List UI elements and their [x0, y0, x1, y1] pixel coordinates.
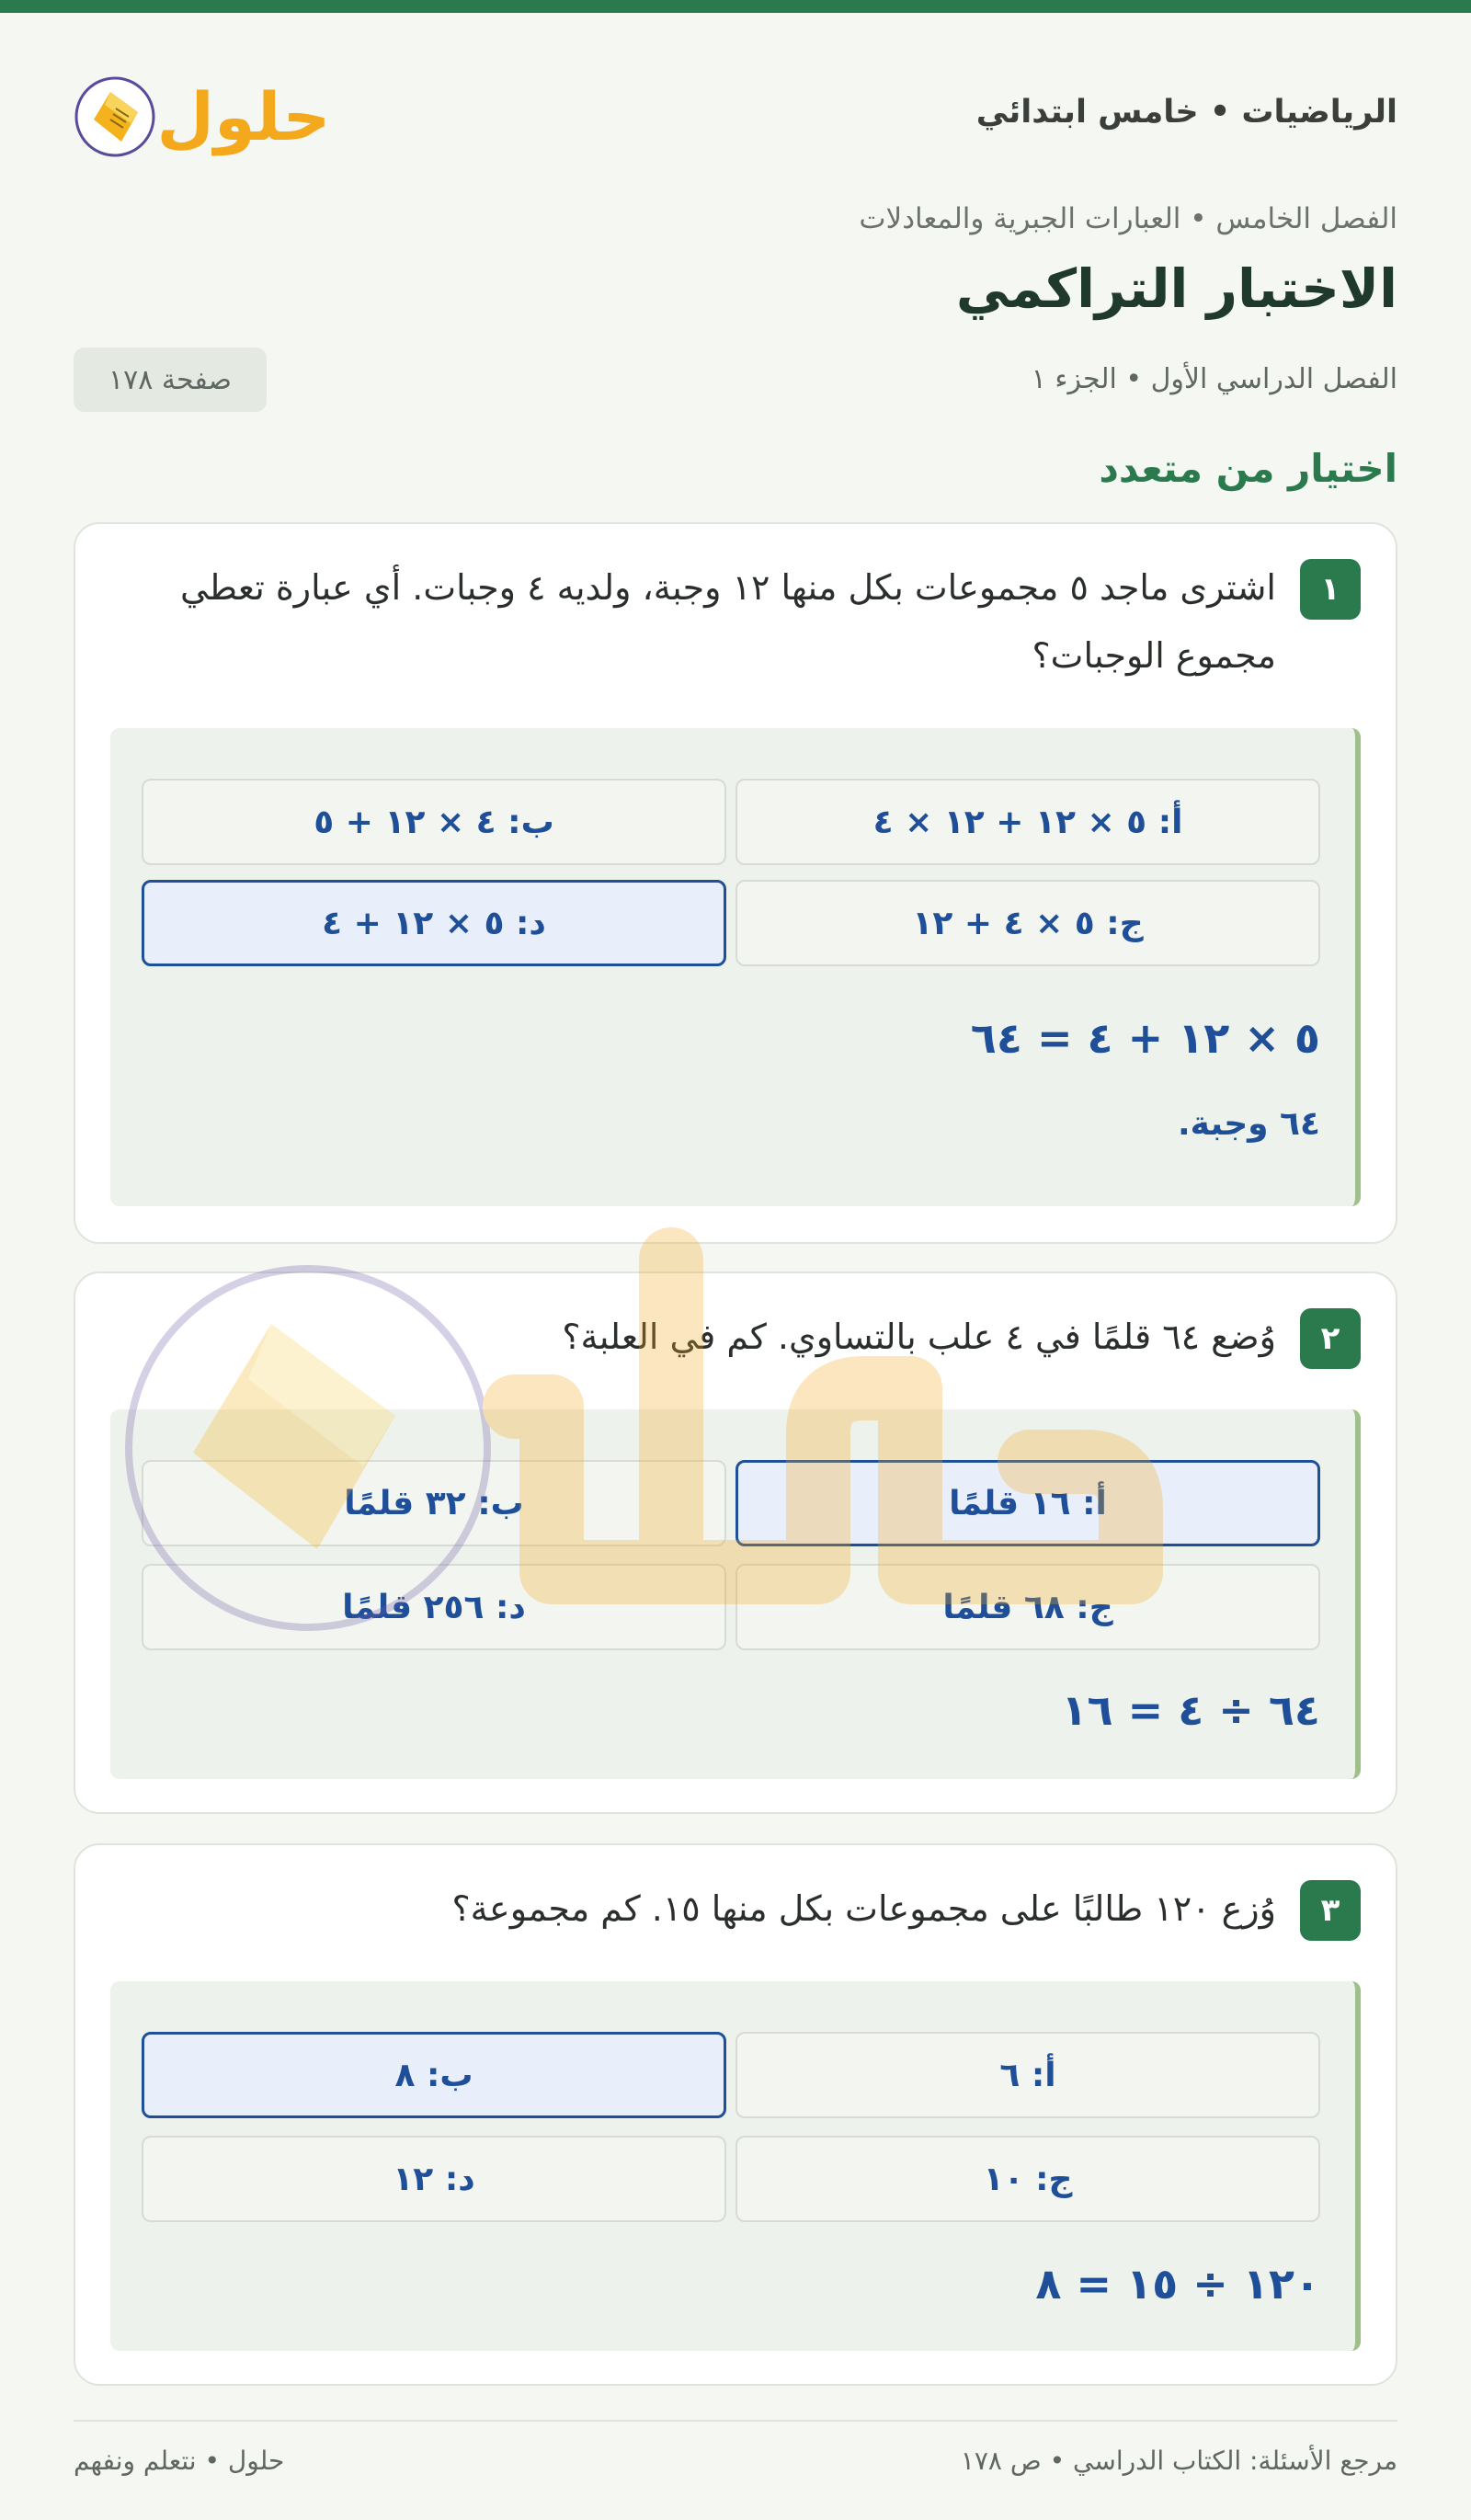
section-title: اختيار من متعدد: [1099, 446, 1397, 491]
answer-panel: [110, 728, 1361, 1206]
answer-panel: [110, 1981, 1361, 2351]
footer-reference: مرجع الأسئلة: الكتاب الدراسي • ص ١٧٨: [960, 2446, 1397, 2476]
option-a[interactable]: أ: ٥ × ١٢ + ١٢ × ٤: [736, 779, 1320, 865]
top-accent-bar: [0, 0, 1471, 13]
question-number: ٢: [1300, 1308, 1361, 1369]
option-d-selected[interactable]: د: ٥ × ١٢ + ٤: [142, 880, 726, 966]
option-d[interactable]: د: ١٢: [142, 2136, 726, 2222]
question-text: وُضع ٦٤ قلمًا في ٤ علب بالتساوي. كم في العلبة؟: [562, 1317, 1276, 1357]
page-header: [74, 64, 1397, 165]
question-text: وُزع ١٢٠ طالبًا على مجموعات بكل منها ١٥. كم مجموعة؟: [451, 1888, 1276, 1929]
question-number: ٣: [1300, 1880, 1361, 1941]
question-card-3: [74, 1843, 1397, 2386]
site-logo[interactable]: [74, 64, 331, 165]
option-b[interactable]: ب: ٣٢ قلمًا: [142, 1460, 726, 1546]
page-number-badge: صفحة ١٧٨: [74, 348, 267, 412]
question-card-2: [74, 1271, 1397, 1814]
option-a[interactable]: أ: ٦: [736, 2032, 1320, 2118]
footer-brand[interactable]: حلول • نتعلم ونفهم: [74, 2446, 285, 2476]
logo-text: حلول: [156, 78, 331, 155]
solution-equation: ٥ × ١٢ + ٤ = ٦٤: [970, 1013, 1320, 1063]
option-b-selected[interactable]: ب: ٨: [142, 2032, 726, 2118]
option-c[interactable]: ج: ٦٨ قلمًا: [736, 1564, 1320, 1650]
question-card-1: [74, 522, 1397, 1244]
question-number: ١: [1300, 559, 1361, 620]
term-label: الفصل الدراسي الأول • الجزء ١: [1031, 363, 1397, 395]
solution-answer: ٦٤ وجبة.: [1177, 1105, 1320, 1143]
option-c[interactable]: ج: ١٠: [736, 2136, 1320, 2222]
page-title: الاختبار التراكمي: [955, 257, 1397, 320]
option-d[interactable]: د: ٢٥٦ قلمًا: [142, 1564, 726, 1650]
question-text: اشترى ماجد ٥ مجموعات بكل منها ١٢ وجبة، ولديه ٤ وجبات. أي عبارة تعطي مجموع الوجبات؟: [180, 567, 1276, 676]
answer-panel: [110, 1409, 1361, 1779]
option-b[interactable]: ب: ٤ × ١٢ + ٥: [142, 779, 726, 865]
option-a-selected[interactable]: أ: ١٦ قلمًا: [736, 1460, 1320, 1546]
chapter-title: الفصل الخامس • العبارات الجبرية والمعادلات: [859, 202, 1397, 235]
solution-equation: ٦٤ ÷ ٤ = ١٦: [1061, 1685, 1320, 1735]
solution-equation: ١٢٠ ÷ ١٥ = ٨: [1035, 2259, 1320, 2309]
subject-label: الرياضيات • خامس ابتدائي: [975, 94, 1397, 131]
option-c[interactable]: ج: ٥ × ٤ + ١٢: [736, 880, 1320, 966]
footer-divider: [74, 2420, 1397, 2422]
